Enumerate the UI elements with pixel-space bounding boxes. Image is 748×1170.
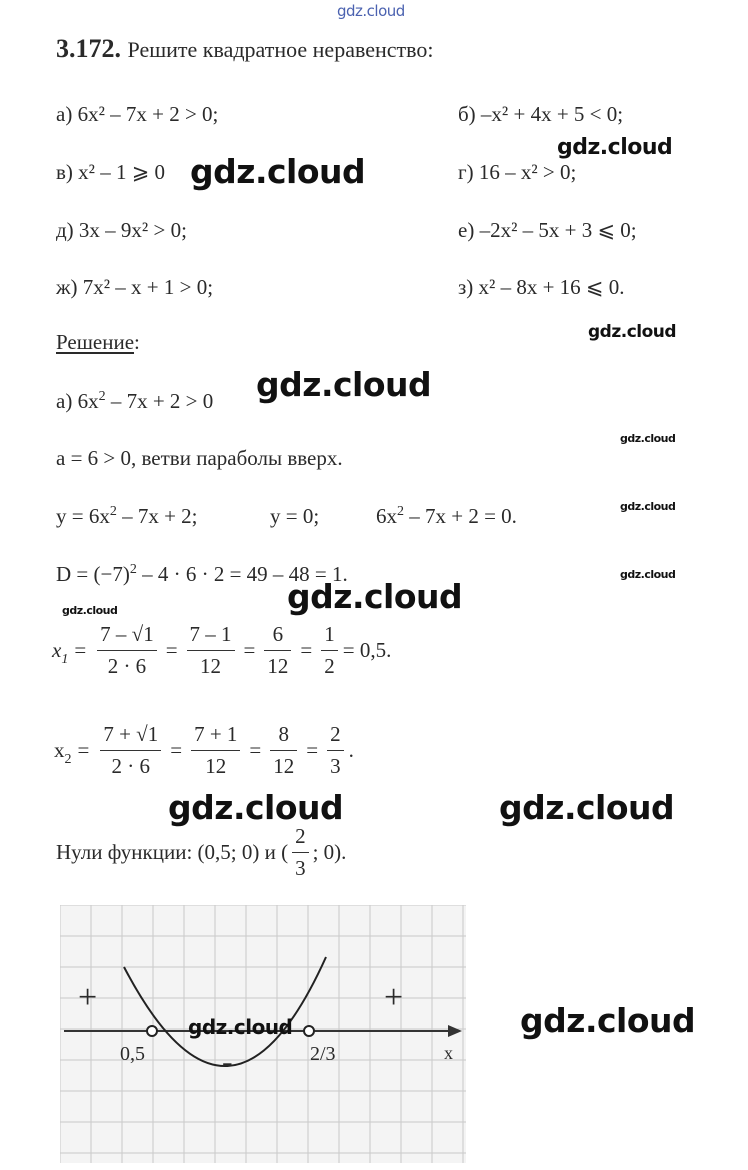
watermark: gdz.cloud [287, 577, 463, 616]
solution-line-a: а) $6x^2 - 7x + 2 > 0$ [56, 389, 214, 413]
problem-title: Решите квадратное неравенство: [127, 37, 434, 62]
equation-y-zero: y = 0; [270, 504, 320, 528]
problem-header [56, 34, 434, 64]
task-b: б) –x² + 4x + 5 < 0; [458, 102, 624, 126]
task-z: з) x² – 8x + 16 ⩽ 0. [458, 275, 625, 299]
root-point-1 [147, 1026, 157, 1036]
minus-sign: - [222, 1043, 233, 1079]
task-g: г) 16 – x² > 0; [458, 160, 577, 184]
parabola-graph [60, 905, 466, 1163]
watermark-top: gdz.cloud [337, 2, 405, 20]
watermark: gdz.cloud [620, 432, 676, 445]
equation-zero: $6x^2 - 7x + 2 = 0$. [376, 504, 517, 528]
watermark: gdz.cloud [557, 135, 673, 160]
root-label-1: 0,5 [120, 1043, 145, 1065]
branches-line: a = 6 > 0, ветви параболы вверх. [56, 446, 343, 470]
solution-heading: Решение: [56, 330, 140, 354]
problem-number: 3.172. [56, 34, 121, 63]
root-x1: $x_1$ = $\frac{7 - √1}{2 \cdot 6}$ = $\frac{7 - 1}{12}$ = $\frac{6}{12}$ = $\frac{1}{2}$ = 0,5. [52, 622, 392, 678]
watermark: gdz.cloud [168, 788, 344, 827]
plus-sign-left: + [78, 979, 98, 1016]
root-x2: $x_2$ = $\frac{7 + √1}{2 \cdot 6}$ = $\frac{7 + 1}{12}$ = $\frac{8}{12}$ = $\frac{2}{3}$ . [54, 722, 354, 778]
task-e: е) –2x² – 5x + 3 ⩽ 0; [458, 218, 637, 242]
equation-y: $y = 6x^2 - 7x + 2$; [56, 504, 198, 528]
function-zeros: Нули функции: (0,5; 0) и ( $\frac{2}{3}$ ; 0). [56, 824, 347, 880]
task-zh: ж) 7x² – x + 1 > 0; [56, 275, 214, 299]
watermark: gdz.cloud [620, 568, 676, 581]
task-v: в) x² – 1 ⩾ 0 [56, 160, 166, 184]
watermark: gdz.cloud [588, 322, 677, 342]
plus-sign-right: + [384, 979, 404, 1016]
task-a: а) 6x² – 7x + 2 > 0; [56, 102, 219, 126]
watermark: gdz.cloud [499, 788, 675, 827]
root-point-2 [304, 1026, 314, 1036]
discriminant-line: $D = (-7)^2 - 4 \cdot 6 \cdot 2 = 49 - 48 = 1$. [56, 562, 348, 586]
watermark: gdz.cloud [188, 1015, 293, 1039]
axis-label-x: x [444, 1043, 453, 1063]
root-label-2: 2/3 [310, 1043, 336, 1065]
watermark: gdz.cloud [190, 152, 366, 191]
watermark: gdz.cloud [620, 500, 676, 513]
watermark: gdz.cloud [256, 365, 432, 404]
watermark: gdz.cloud [520, 1001, 696, 1040]
watermark: gdz.cloud [62, 604, 118, 617]
task-d: д) 3x – 9x² > 0; [56, 218, 187, 242]
